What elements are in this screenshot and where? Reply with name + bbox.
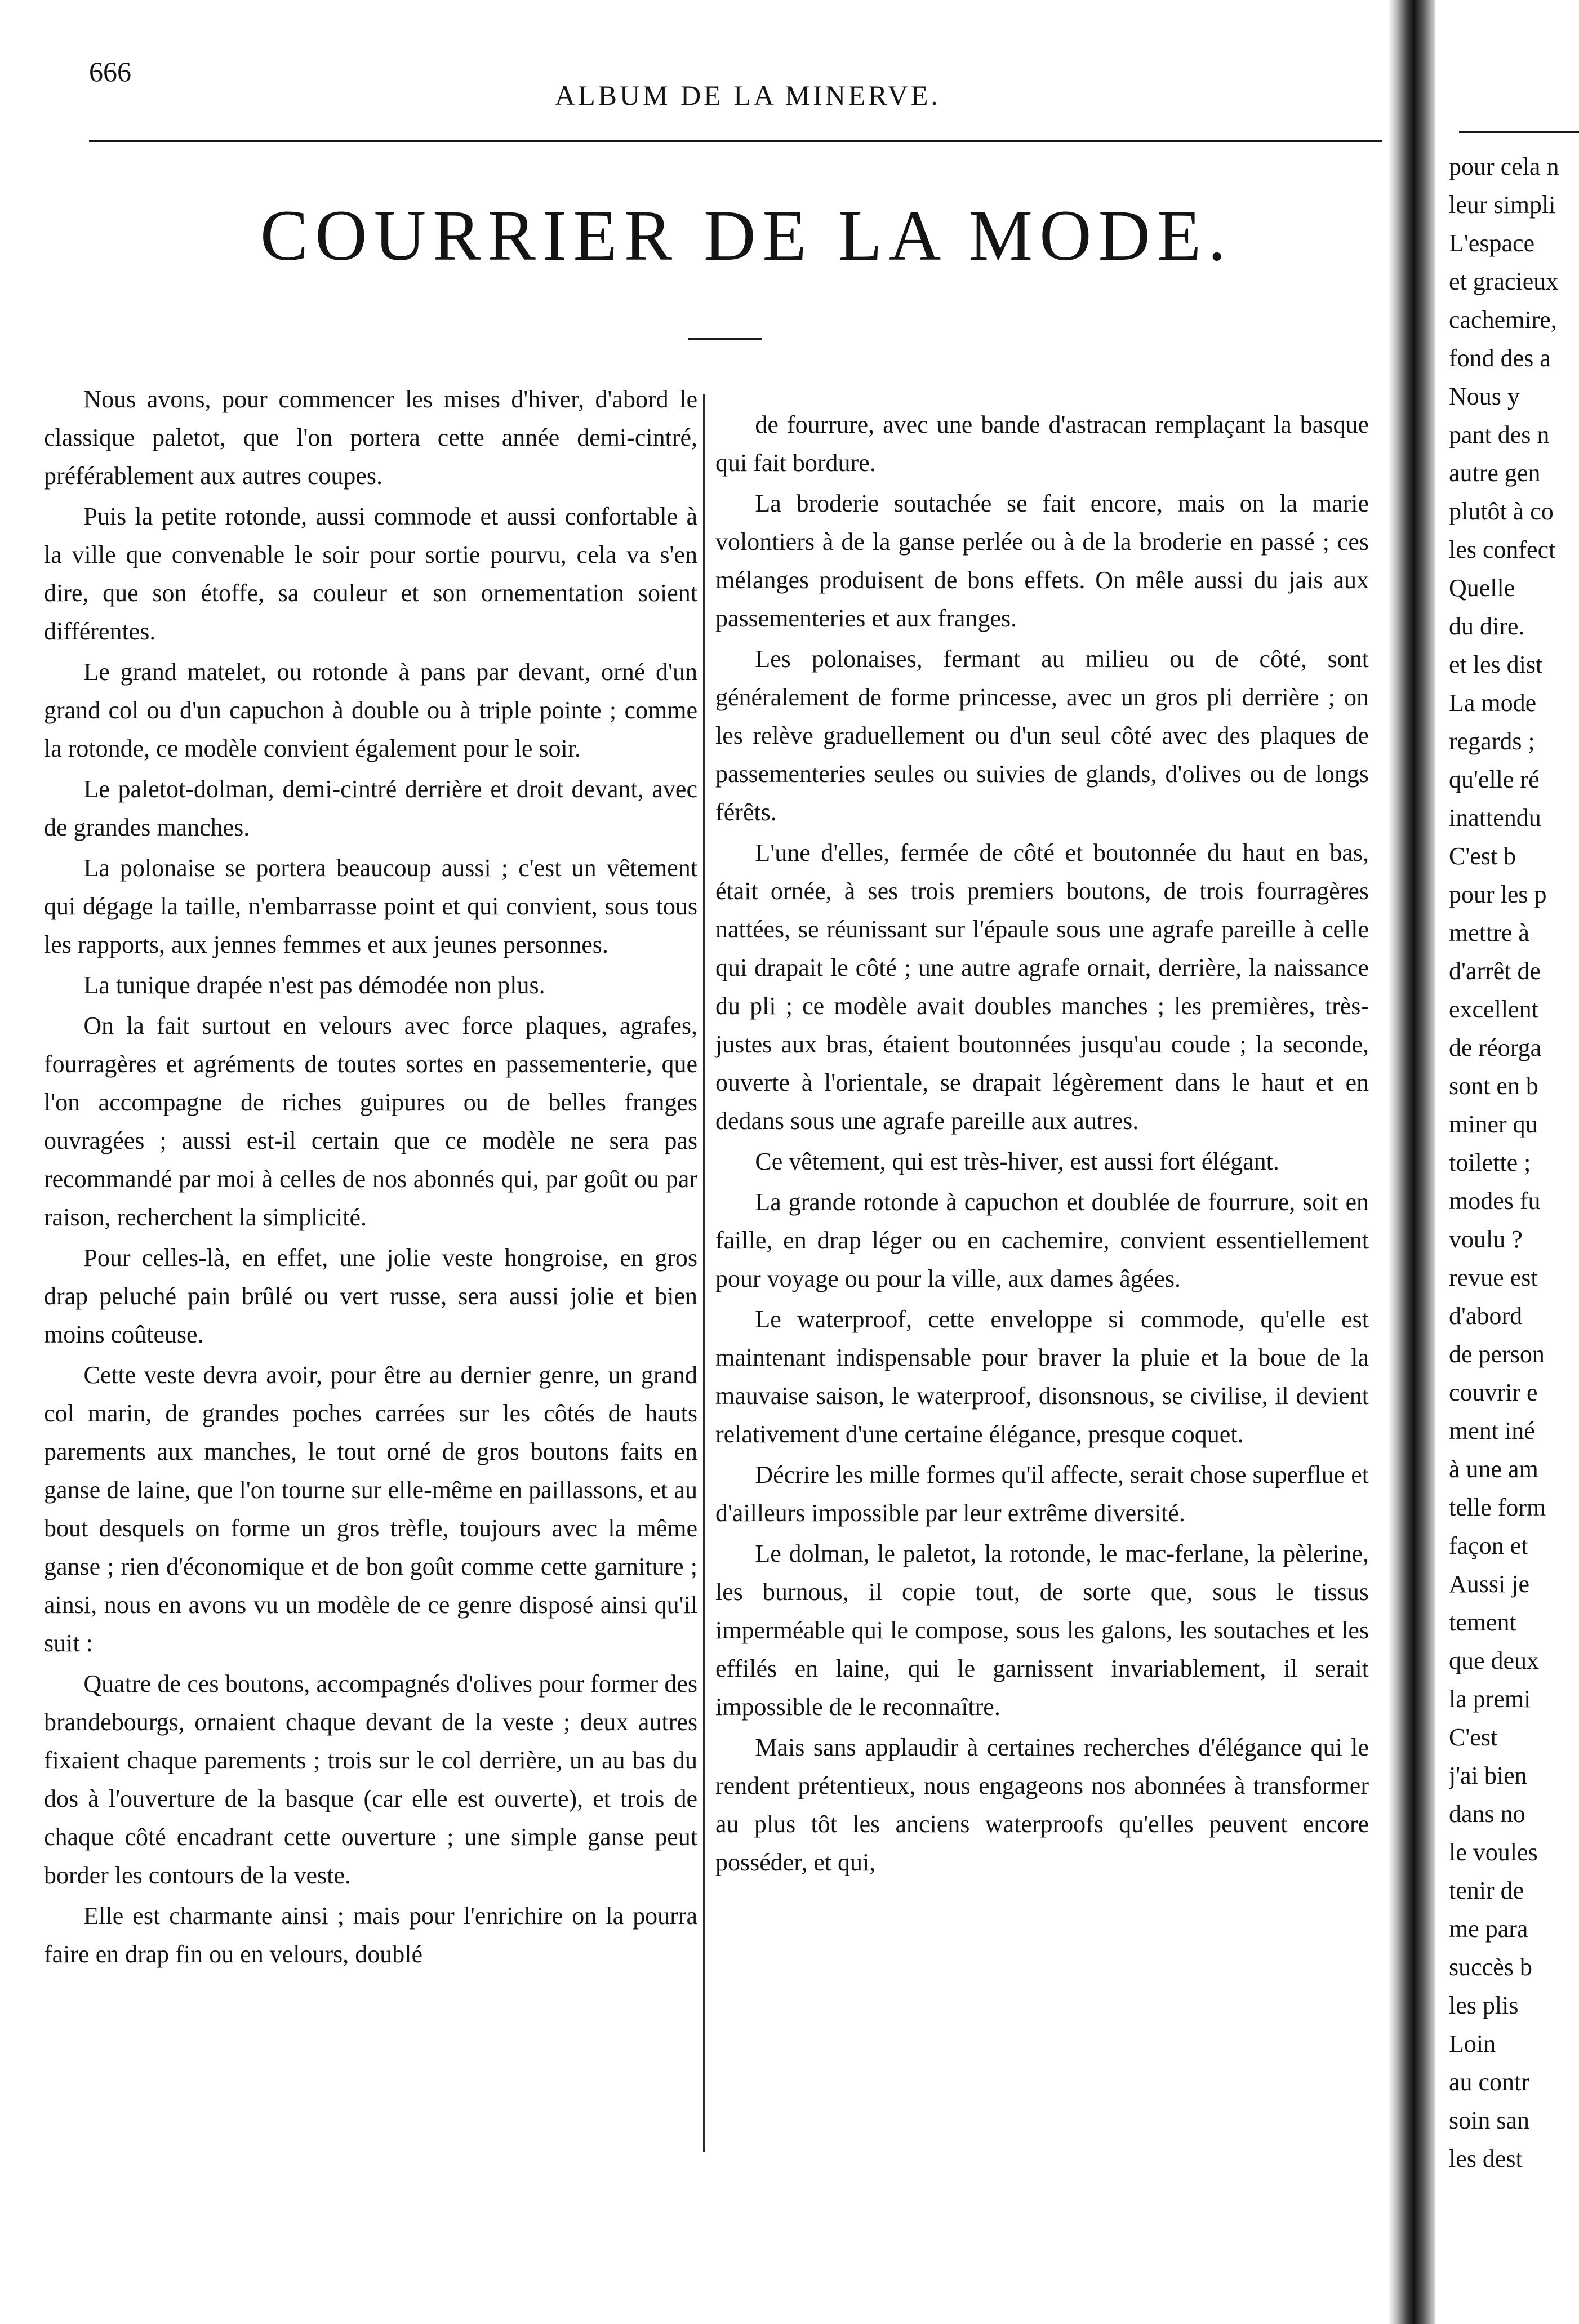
cropped-line: excellent [1449, 996, 1538, 1023]
paragraph: Ce vêtement, qui est très-hiver, est aussi fort élégant. [755, 1148, 1279, 1175]
cropped-line: le voules [1449, 1838, 1538, 1866]
column-middle [715, 406, 1369, 1884]
paragraph: de fourrure, avec une bande d'astracan remplaçant la basque qui fait bordure. [715, 411, 1369, 477]
header-rule [89, 140, 1382, 142]
cropped-line: inattendu [1449, 804, 1541, 832]
paragraph: Quatre de ces boutons, accompagnés d'olives pour former des brandebourgs, ornaient chaque devant de la veste ; deux autres fixaient chaque parements ; trois sur le col derrière, un au bas du dos à l'ouverture de la basque (car elle est ouverte), et trois de chaque côté encadrant cette ouverture ; une simple ganse peut border les contours de la veste. [44, 1670, 697, 1889]
cropped-line: pant des n [1449, 421, 1550, 448]
cropped-line: les plis [1449, 1992, 1519, 2019]
cropped-line: Quelle [1449, 574, 1515, 602]
cropped-line: C'est b [1449, 842, 1516, 870]
cropped-line: L'espace [1449, 229, 1535, 257]
running-title: ALBUM DE LA MINERVE. [555, 79, 941, 111]
cropped-line: regards ; [1449, 727, 1535, 755]
paragraph: Elle est charmante ainsi ; mais pour l'enrichire on la pourra faire en drap fin ou en velours, doublé [44, 1902, 697, 1968]
paragraph: Puis la petite rotonde, aussi commode et aussi confortable à la ville que convenable le soir pour sortie pourvu, cela va s'en dire, que son étoffe, sa couleur et son ornementation soient différentes. [44, 503, 697, 645]
paragraph: Cette veste devra avoir, pour être au dernier genre, un grand col marin, de grandes poches carrées sur les côtés de hauts parements aux manches, le tout orné de gros boutons faits en ganse de laine, que l'on tourne sur elle-même en paillassons, et au bout desquels on forme un gros trèfle, toujours avec la même ganse ; rien d'économique et de bon goût comme cette garniture ; ainsi, nous en avons vu un modèle de ce genre disposé ainsi qu'il suit : [44, 1361, 697, 1657]
cropped-line: du dire. [1449, 612, 1525, 640]
paragraph: La tunique drapée n'est pas démodée non plus. [83, 971, 545, 999]
cropped-line: fond des a [1449, 344, 1551, 372]
cropped-line: soin san [1449, 2107, 1529, 2134]
cropped-line: d'abord [1449, 1302, 1523, 1330]
cropped-line: et gracieux [1449, 268, 1559, 295]
cropped-line: tement [1449, 1608, 1516, 1636]
column-right-fragments [1449, 148, 1579, 2178]
cropped-line: miner qu [1449, 1110, 1538, 1138]
cropped-line: les confect [1449, 536, 1556, 563]
cropped-line: C'est [1449, 1723, 1498, 1751]
page-binding [1388, 0, 1435, 2324]
cropped-line: leur simpli [1449, 191, 1556, 219]
page-number: 666 [89, 56, 131, 87]
cropped-line: toilette ; [1449, 1149, 1531, 1176]
cropped-line: façon et [1449, 1532, 1528, 1559]
cropped-line: Loin [1449, 2030, 1496, 2058]
paragraph: L'une d'elles, fermée de côté et boutonnée du haut en bas, était ornée, à ses trois premiers boutons, de trois fourragères nattées, se réunissant sur l'épaule sous une agrafe pareille à celle qui drapait le côté ; une autre agrafe ornait, derrière, la naissance du pli ; ce modèle avait doubles manches ; les premières, très-justes aux bras, étaient boutonnées jusqu'au coude ; la seconde, ouverte à l'orientale, se drapait légèrement dans le haut et en dedans sous une agrafe pareille aux autres. [715, 839, 1369, 1135]
paragraph: On la fait surtout en velours avec force plaques, agrafes, fourragères et agréments de toutes sortes en passementerie, que l'on accompagne de riches guipures ou de belles franges ouvragées ; aussi est-il certain que ce modèle ne sera pas recommandé par moi à celles de nos abonnés qui, par goût ou par raison, recherchent la simplicité. [44, 1012, 697, 1231]
cropped-line: les dest [1449, 2145, 1523, 2172]
cropped-line: au contr [1449, 2068, 1529, 2096]
paragraph: Nous avons, pour commencer les mises d'hiver, d'abord le classique paletot, que l'on portera cette année demi-cintré, préférablement aux autres coupes. [44, 385, 697, 490]
paragraph: Mais sans applaudir à certaines recherches d'élégance qui le rendent prétentieux, nous engageons nos abonnées à transformer au plus tôt les anciens waterproofs qu'elles peuvent encore posséder, et qui, [715, 1734, 1369, 1876]
cropped-line: mettre à [1449, 919, 1529, 947]
cropped-line: voulu ? [1449, 1225, 1523, 1253]
cropped-line: succès b [1449, 1953, 1532, 1981]
title-rule [688, 338, 762, 340]
cropped-line: et les dist [1449, 651, 1543, 678]
column-left [44, 380, 697, 1976]
paragraph: La broderie soutachée se fait encore, mais on la marie volontiers à de la ganse perlée ou à de la broderie en passé ; ces mélanges produisent de bons effets. On mêle aussi du jais aux passementeries et aux franges. [715, 490, 1369, 632]
cropped-line: plutôt à co [1449, 497, 1554, 525]
cropped-line: dans no [1449, 1800, 1525, 1828]
cropped-line: couvrir e [1449, 1379, 1538, 1406]
cropped-line: telle form [1449, 1494, 1546, 1521]
column-rule [703, 394, 705, 2152]
cropped-line: pour cela n [1449, 153, 1559, 180]
paragraph: Le waterproof, cette enveloppe si commode, qu'elle est maintenant indispensable pour braver la pluie et la boue de la mauvaise saison, le waterproof, disonsnous, se civilise, il devient relativement d'une certaine élégance, presque coquet. [715, 1305, 1369, 1448]
paragraph: Le dolman, le paletot, la rotonde, le mac-ferlane, la pèlerine, les burnous, il copie tout, de sorte que, sous le tissus imperméable qui le compose, sous les galons, les soutaches et les effilés en laine, qui le garnissent invariablement, il serait impossible de le reconnaître. [715, 1540, 1369, 1721]
cropped-line: à une am [1449, 1455, 1538, 1483]
cropped-line: autre gen [1449, 459, 1541, 487]
cropped-line: La mode [1449, 689, 1537, 717]
paragraph: Le paletot-dolman, demi-cintré derrière et droit devant, avec de grandes manches. [44, 775, 697, 841]
cropped-line: me para [1449, 1915, 1528, 1943]
paragraph: La polonaise se portera beaucoup aussi ; c'est un vêtement qui dégage la taille, n'embarrasse point et qui convient, sous tous les rapports, aux jennes femmes et aux jeunes personnes. [44, 854, 697, 958]
cropped-line: Aussi je [1449, 1570, 1529, 1598]
cropped-line: la premi [1449, 1685, 1531, 1713]
paragraph: Pour celles-là, en effet, une jolie veste hongroise, en gros drap peluché pain brûlé ou vert russe, sera aussi jolie et bien moins coûteuse. [44, 1244, 697, 1348]
paragraph: Décrire les mille formes qu'il affecte, serait chose superflue et d'ailleurs impossible par leur extrême diversité. [715, 1461, 1369, 1527]
paragraph: La grande rotonde à capuchon et doublée de fourrure, soit en faille, en drap léger ou en cachemire, convient essentiellement pour voyage ou pour la ville, aux dames âgées. [715, 1188, 1369, 1292]
header-rule-next-page [1459, 131, 1579, 133]
cropped-line: revue est [1449, 1264, 1538, 1291]
cropped-line: sont en b [1449, 1072, 1538, 1100]
cropped-line: pour les p [1449, 881, 1547, 908]
cropped-line: de person [1449, 1340, 1545, 1368]
cropped-line: Nous y [1449, 383, 1520, 410]
cropped-line: j'ai bien [1449, 1762, 1527, 1789]
cropped-line: qu'elle ré [1449, 766, 1540, 793]
cropped-line: d'arrêt de [1449, 957, 1541, 985]
cropped-line: cachemire, [1449, 306, 1557, 334]
cropped-line: de réorga [1449, 1034, 1542, 1061]
paragraph: Les polonaises, fermant au milieu ou de côté, sont généralement de forme princesse, avec un gros pli derrière ; on les relève graduellement ou d'un seul côté avec des plaques de passementeries seules ou suivies de glands, d'olives ou de longs férêts. [715, 645, 1369, 826]
cropped-line: que deux [1449, 1647, 1540, 1674]
paragraph: Le grand matelet, ou rotonde à pans par devant, orné d'un grand col ou d'un capuchon à double ou à triple pointe ; comme la rotonde, ce modèle convient également pour le soir. [44, 658, 697, 762]
article-title: COURRIER DE LA MODE. [260, 195, 1233, 275]
cropped-line: modes fu [1449, 1187, 1541, 1215]
cropped-line: ment iné [1449, 1417, 1535, 1445]
cropped-line: tenir de [1449, 1877, 1524, 1904]
